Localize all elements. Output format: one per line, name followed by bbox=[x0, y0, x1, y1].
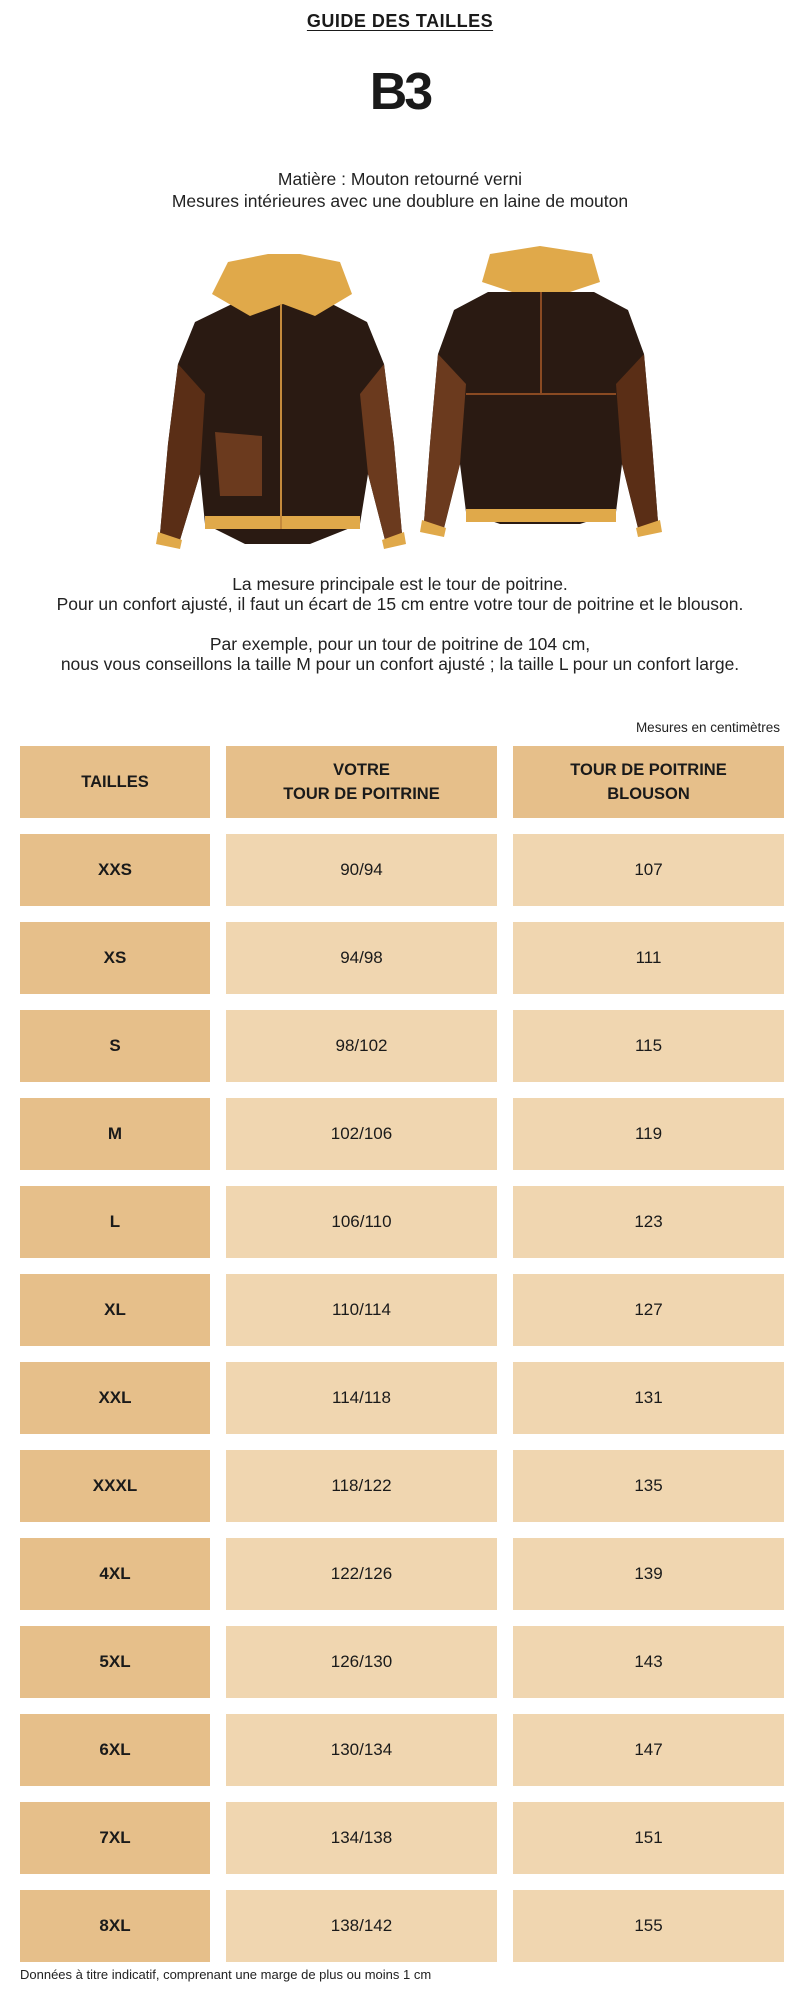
size-cell: XL bbox=[20, 1274, 210, 1346]
intro-text bbox=[0, 574, 800, 694]
table-row bbox=[20, 1538, 784, 1610]
table-row bbox=[20, 834, 784, 906]
chest-cell: 102/106 bbox=[226, 1098, 497, 1170]
chest-cell: 134/138 bbox=[226, 1802, 497, 1874]
size-cell: 5XL bbox=[20, 1626, 210, 1698]
table-row bbox=[20, 1626, 784, 1698]
size-table bbox=[20, 746, 784, 1978]
intro-line-4: nous vous conseillons la taille M pour un confort ajusté ; la taille L pour un confort large. bbox=[60, 654, 740, 674]
page-title: GUIDE DES TAILLES bbox=[306, 11, 494, 31]
table-row bbox=[20, 1274, 784, 1346]
intro-line-2: Pour un confort ajusté, il faut un écart de 15 cm entre votre tour de poitrine et le blouson. bbox=[56, 594, 744, 614]
header-jacket-line-2: BLOUSON bbox=[607, 785, 690, 803]
table-header bbox=[20, 746, 784, 818]
jacket-illustrations bbox=[0, 244, 800, 559]
chest-cell: 114/118 bbox=[226, 1362, 497, 1434]
chest-cell: 122/126 bbox=[226, 1538, 497, 1610]
size-cell: S bbox=[20, 1010, 210, 1082]
header-chest-line-1: VOTRE bbox=[333, 761, 390, 779]
table-row bbox=[20, 1890, 784, 1962]
table-row bbox=[20, 1714, 784, 1786]
model-logo: B3 bbox=[369, 63, 431, 121]
table-row bbox=[20, 1450, 784, 1522]
chest-cell: 90/94 bbox=[226, 834, 497, 906]
header-size: TAILLES bbox=[20, 746, 210, 818]
units-note: Mesures en centimètres bbox=[635, 720, 780, 735]
size-cell: 7XL bbox=[20, 1802, 210, 1874]
material-line: Matière : Mouton retourné verni bbox=[277, 169, 523, 189]
chest-cell: 98/102 bbox=[226, 1010, 497, 1082]
lining-line: Mesures intérieures avec une doublure en laine de mouton bbox=[171, 191, 629, 211]
jacket-back-image bbox=[420, 246, 662, 537]
intro-line-3: Par exemple, pour un tour de poitrine de 104 cm, bbox=[209, 634, 591, 654]
size-cell: 6XL bbox=[20, 1714, 210, 1786]
table-row bbox=[20, 1098, 784, 1170]
table-row bbox=[20, 1186, 784, 1258]
jacket-cell: 111 bbox=[513, 922, 784, 994]
footnote: Données à titre indicatif, comprenant une marge de plus ou moins 1 cm bbox=[20, 1967, 432, 1982]
jacket-cell: 119 bbox=[513, 1098, 784, 1170]
jacket-cell: 155 bbox=[513, 1890, 784, 1962]
size-cell: XXL bbox=[20, 1362, 210, 1434]
header-jacket bbox=[513, 746, 784, 818]
size-cell: XS bbox=[20, 922, 210, 994]
jacket-cell: 115 bbox=[513, 1010, 784, 1082]
jacket-images bbox=[0, 244, 800, 559]
header-chest-line-2: TOUR DE POITRINE bbox=[283, 785, 440, 803]
size-cell: XXXL bbox=[20, 1450, 210, 1522]
jacket-cell: 127 bbox=[513, 1274, 784, 1346]
header-jacket-line-1: TOUR DE POITRINE bbox=[570, 761, 727, 779]
chest-cell: 118/122 bbox=[226, 1450, 497, 1522]
jacket-cell: 131 bbox=[513, 1362, 784, 1434]
table-row bbox=[20, 1802, 784, 1874]
size-cell: L bbox=[20, 1186, 210, 1258]
jacket-cell: 135 bbox=[513, 1450, 784, 1522]
table-row bbox=[20, 1010, 784, 1082]
table-row bbox=[20, 1362, 784, 1434]
size-cell: 8XL bbox=[20, 1890, 210, 1962]
chest-cell: 126/130 bbox=[226, 1626, 497, 1698]
jacket-cell: 139 bbox=[513, 1538, 784, 1610]
chest-cell: 130/134 bbox=[226, 1714, 497, 1786]
jacket-cell: 147 bbox=[513, 1714, 784, 1786]
table-row bbox=[20, 922, 784, 994]
size-cell: 4XL bbox=[20, 1538, 210, 1610]
chest-cell: 94/98 bbox=[226, 922, 497, 994]
size-cell: M bbox=[20, 1098, 210, 1170]
size-cell: XXS bbox=[20, 834, 210, 906]
jacket-cell: 151 bbox=[513, 1802, 784, 1874]
chest-cell: 106/110 bbox=[226, 1186, 497, 1258]
header-chest bbox=[226, 746, 497, 818]
chest-cell: 138/142 bbox=[226, 1890, 497, 1962]
material-info bbox=[0, 168, 800, 212]
jacket-cell: 123 bbox=[513, 1186, 784, 1258]
jacket-front-image bbox=[156, 254, 406, 549]
chest-cell: 110/114 bbox=[226, 1274, 497, 1346]
jacket-cell: 143 bbox=[513, 1626, 784, 1698]
intro-line-1: La mesure principale est le tour de poitrine. bbox=[232, 574, 568, 594]
jacket-cell: 107 bbox=[513, 834, 784, 906]
